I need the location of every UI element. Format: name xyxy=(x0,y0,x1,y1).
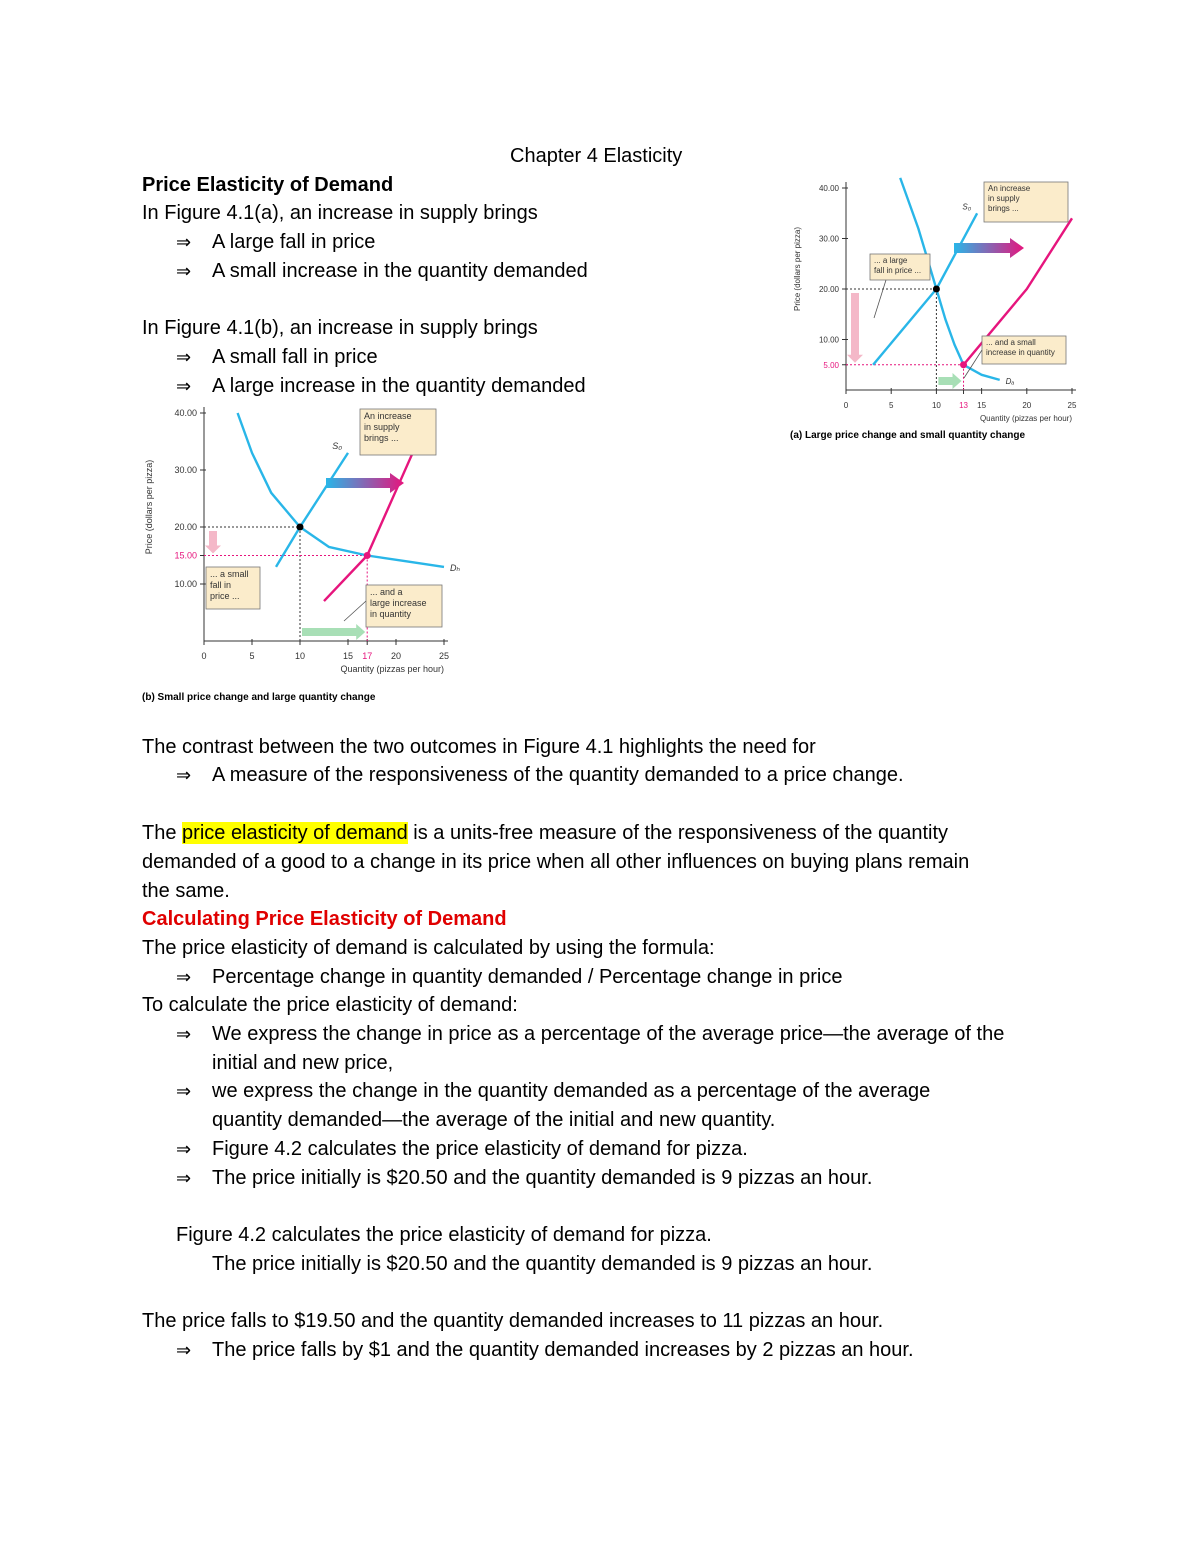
figure-b-caption: (b) Small price change and large quantity change xyxy=(142,692,376,703)
arrow-icon: ⇒ xyxy=(176,261,192,281)
annotation-text: large increase xyxy=(370,598,427,608)
price-falls-line: The price falls to $19.50 and the quantity demanded increases to 11 pizzas an hour. xyxy=(142,1310,884,1332)
figure-a-caption: (a) Large price change and small quantity change xyxy=(790,430,1026,441)
x-axis-label: Quantity (pizzas per hour) xyxy=(340,664,444,674)
fig-a-intro: In Figure 4.1(a), an increase in supply brings xyxy=(142,202,538,224)
arrow-icon: ⇒ xyxy=(176,1024,192,1044)
annotation-text: brings ... xyxy=(988,204,1019,213)
definition-line: The price elasticity of demand is a units-free measure of the responsiveness of the quantity xyxy=(142,822,948,844)
arrow-icon: ⇒ xyxy=(176,1139,192,1159)
y-axis-label: Price (dollars per pizza) xyxy=(144,459,154,555)
annotation-text: price ... xyxy=(210,591,240,601)
price-fall-arrow xyxy=(847,293,863,363)
x-tick-label: 17 xyxy=(362,651,373,661)
calc-intro: To calculate the price elasticity of demand: xyxy=(142,994,518,1016)
arrow-icon: ⇒ xyxy=(176,1340,192,1360)
bullet-item: ⇒ A large increase in the quantity demanded xyxy=(176,372,586,400)
equilibrium-point xyxy=(297,524,304,531)
contrast-text: The contrast between the two outcomes in Figure 4.1 highlights the need for xyxy=(142,736,816,758)
y-axis-label: Price (dollars per pizza) xyxy=(793,226,802,312)
annotation-text: fall in price ... xyxy=(874,266,922,275)
bullet-item: ⇒ A measure of the responsiveness of the quantity demanded to a price change. xyxy=(176,761,904,789)
annotation-leader xyxy=(874,280,886,318)
supply-shift-arrow xyxy=(326,473,404,493)
arrow-icon: ⇒ xyxy=(176,347,192,367)
price-fall-arrow xyxy=(205,531,221,554)
bullet-item: ⇒ We express the change in price as a percentage of the average price—the average of the xyxy=(176,1020,1004,1048)
figure-4-1a xyxy=(786,168,1086,433)
chart-a-svg xyxy=(786,168,1086,428)
annotation-text: ... a small xyxy=(210,569,249,579)
x-axis-label: Quantity (pizzas per hour) xyxy=(979,414,1072,423)
bullet-item: ⇒ The price falls by $1 and the quantity demanded increases by 2 pizzas an hour. xyxy=(176,1336,914,1364)
bullet-item: ⇒ we express the change in the quantity demanded as a percentage of the average xyxy=(176,1077,930,1105)
y-tick-label: 5.00 xyxy=(823,360,839,370)
bullet-continuation: initial and new price, xyxy=(212,1052,394,1074)
y-tick-label: 10.00 xyxy=(174,579,197,589)
bullet-continuation: quantity demanded—the average of the initial and new quantity. xyxy=(212,1109,776,1131)
annotation-text: in supply xyxy=(988,194,1020,203)
fig42-line: Figure 4.2 calculates the price elasticity of demand for pizza. xyxy=(176,1224,712,1246)
heading-calculating: Calculating Price Elasticity of Demand xyxy=(142,908,507,930)
page-title: Chapter 4 Elasticity xyxy=(510,145,683,167)
bullet-item: ⇒ A small fall in price xyxy=(176,343,378,371)
y-tick-label: 15.00 xyxy=(174,550,197,561)
y-tick-label: 30.00 xyxy=(818,234,839,244)
bullet-item: ⇒ A small increase in the quantity demanded xyxy=(176,257,588,285)
series-label: S₀ xyxy=(332,440,342,451)
x-tick-label: 15 xyxy=(342,651,354,661)
annotation-text: brings ... xyxy=(364,433,399,443)
quantity-change-arrow xyxy=(302,624,365,640)
formula-intro: The price elasticity of demand is calculated by using the formula: xyxy=(142,937,715,959)
bullet-item: ⇒ Percentage change in quantity demanded / Percentage change in price xyxy=(176,963,842,991)
y-tick-label: 20.00 xyxy=(818,285,839,294)
annotation-text: ... and a small xyxy=(986,338,1036,347)
x-tick-label: 25 xyxy=(1067,401,1077,410)
y-tick-label: 20.00 xyxy=(174,522,197,532)
equilibrium-point xyxy=(933,286,940,293)
figure-4-1b xyxy=(138,395,478,690)
fig42-sub: The price initially is $20.50 and the quantity demanded is 9 pizzas an hour. xyxy=(212,1253,873,1275)
annotation-leader xyxy=(344,601,366,621)
annotation-text: increase in quantity xyxy=(986,348,1055,357)
series-label: Dₕ xyxy=(450,562,461,573)
fig-b-intro: In Figure 4.1(b), an increase in supply brings xyxy=(142,317,538,339)
arrow-icon: ⇒ xyxy=(176,232,192,252)
x-tick-label: 10 xyxy=(931,401,941,410)
arrow-icon: ⇒ xyxy=(176,1081,192,1101)
x-tick-label: 15 xyxy=(977,401,987,410)
annotation-text: ... a large xyxy=(874,256,908,265)
y-tick-label: 40.00 xyxy=(174,408,197,418)
x-tick-label: 0 xyxy=(201,651,207,661)
x-tick-label: 10 xyxy=(294,651,306,661)
highlighted-term: price elasticity of demand xyxy=(182,822,408,844)
x-tick-label: 13 xyxy=(959,401,968,410)
equilibrium-point xyxy=(364,552,371,559)
y-tick-label: 30.00 xyxy=(174,465,197,475)
chart-b-svg xyxy=(138,395,478,685)
definition-line: the same. xyxy=(142,880,230,902)
bullet-item: ⇒ A large fall in price xyxy=(176,228,375,256)
y-tick-label: 40.00 xyxy=(818,184,839,193)
annotation-text: fall in xyxy=(210,580,232,590)
annotation-text: in quantity xyxy=(370,609,412,619)
x-tick-label: 5 xyxy=(249,651,255,661)
x-tick-label: 20 xyxy=(1022,401,1032,410)
series-label: Dₐ xyxy=(1005,376,1015,386)
annotation-text: An increase xyxy=(988,184,1031,193)
supply-curve-s0 xyxy=(873,213,977,364)
arrow-icon: ⇒ xyxy=(176,1168,192,1188)
bullet-item: ⇒ Figure 4.2 calculates the price elasticity of demand for pizza. xyxy=(176,1135,748,1163)
arrow-icon: ⇒ xyxy=(176,376,192,396)
y-tick-label: 10.00 xyxy=(818,335,839,345)
annotation-text: An increase xyxy=(364,411,412,421)
series-label: S₀ xyxy=(962,202,972,212)
bullet-item: ⇒ The price initially is $20.50 and the quantity demanded is 9 pizzas an hour. xyxy=(176,1164,872,1192)
x-tick-label: 5 xyxy=(888,401,894,410)
arrow-icon: ⇒ xyxy=(176,765,192,785)
x-tick-label: 25 xyxy=(438,651,450,661)
definition-line: demanded of a good to a change in its price when all other influences on buying plans remain xyxy=(142,851,970,873)
quantity-change-arrow xyxy=(938,373,961,389)
annotation-text: ... and a xyxy=(370,587,403,597)
x-tick-label: 0 xyxy=(843,401,849,410)
x-tick-label: 20 xyxy=(390,651,402,661)
annotation-text: in supply xyxy=(364,422,400,432)
arrow-icon: ⇒ xyxy=(176,967,192,987)
heading-price-elasticity: Price Elasticity of Demand xyxy=(142,174,394,196)
equilibrium-point xyxy=(960,361,967,368)
supply-shift-arrow xyxy=(954,238,1024,258)
